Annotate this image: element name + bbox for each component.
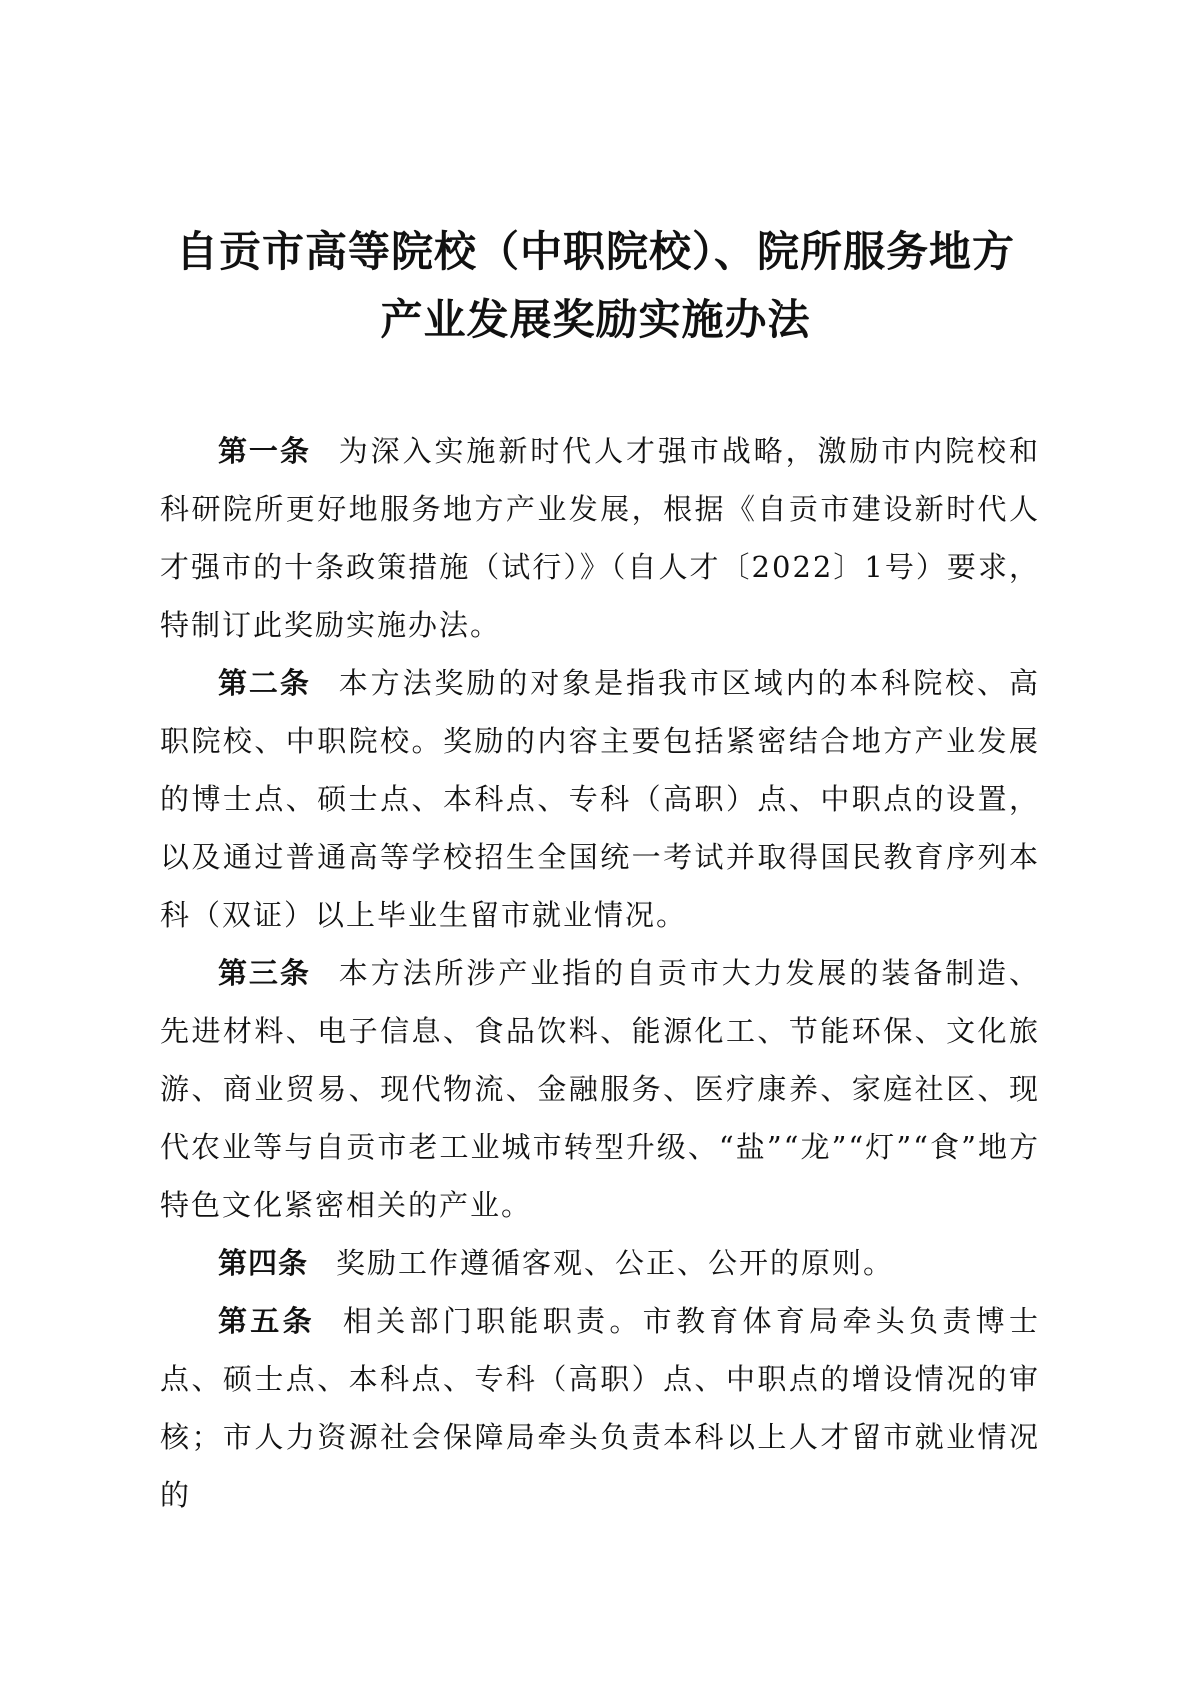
article-1-text: 为深入实施新时代人才强市战略，激励市内院校和科研院所更好地服务地方产业发展，根据《自贡市建设新时代人才强市的十条政策措施（试行）》（自人才〔2022〕1号）要求，特制订此奖励实施办法。 <box>160 434 1040 642</box>
article-5-label: 第五条 <box>218 1304 315 1338</box>
article-1 <box>160 422 1040 654</box>
article-2-text: 本方法奖励的对象是指我市区域内的本科院校、高职院校、中职院校。奖励的内容主要包括紧密结合地方产业发展的博士点、硕士点、本科点、专科（高职）点、中职点的设置，以及通过普通高等学校招生全国统一考试并取得国民教育序列本科（双证）以上毕业生留市就业情况。 <box>160 666 1040 932</box>
article-3-text: 本方法所涉产业指的自贡市大力发展的装备制造、先进材料、电子信息、食品饮料、能源化工、节能环保、文化旅游、商业贸易、现代物流、金融服务、医疗康养、家庭社区、现代农业等与自贡市老工业城市转型升级、“盐”“龙”“灯”“食”地方特色文化紧密相关的产业。 <box>160 956 1040 1222</box>
article-4-text: 奖励工作遵循客观、公正、公开的原则。 <box>336 1246 895 1280</box>
document-title-line-1: 自贡市高等院校（中职院校）、院所服务地方 <box>175 227 1015 276</box>
article-1-label: 第一条 <box>218 434 311 468</box>
article-3-label: 第三条 <box>218 956 311 990</box>
article-3 <box>160 944 1040 1234</box>
document-body <box>160 422 1040 1524</box>
article-5 <box>160 1292 1040 1524</box>
article-4 <box>160 1234 1040 1292</box>
article-5-text: 相关部门职能职责。市教育体育局牵头负责博士点、硕士点、本科点、专科（高职）点、中职点的增设情况的审核；市人力资源社会保障局牵头负责本科以上人才留市就业情况的 <box>160 1304 1040 1512</box>
article-2-label: 第二条 <box>218 666 311 700</box>
document-title-line-2: 产业发展奖励实施办法 <box>380 295 811 344</box>
article-2 <box>160 654 1040 944</box>
article-4-label: 第四条 <box>218 1246 309 1280</box>
